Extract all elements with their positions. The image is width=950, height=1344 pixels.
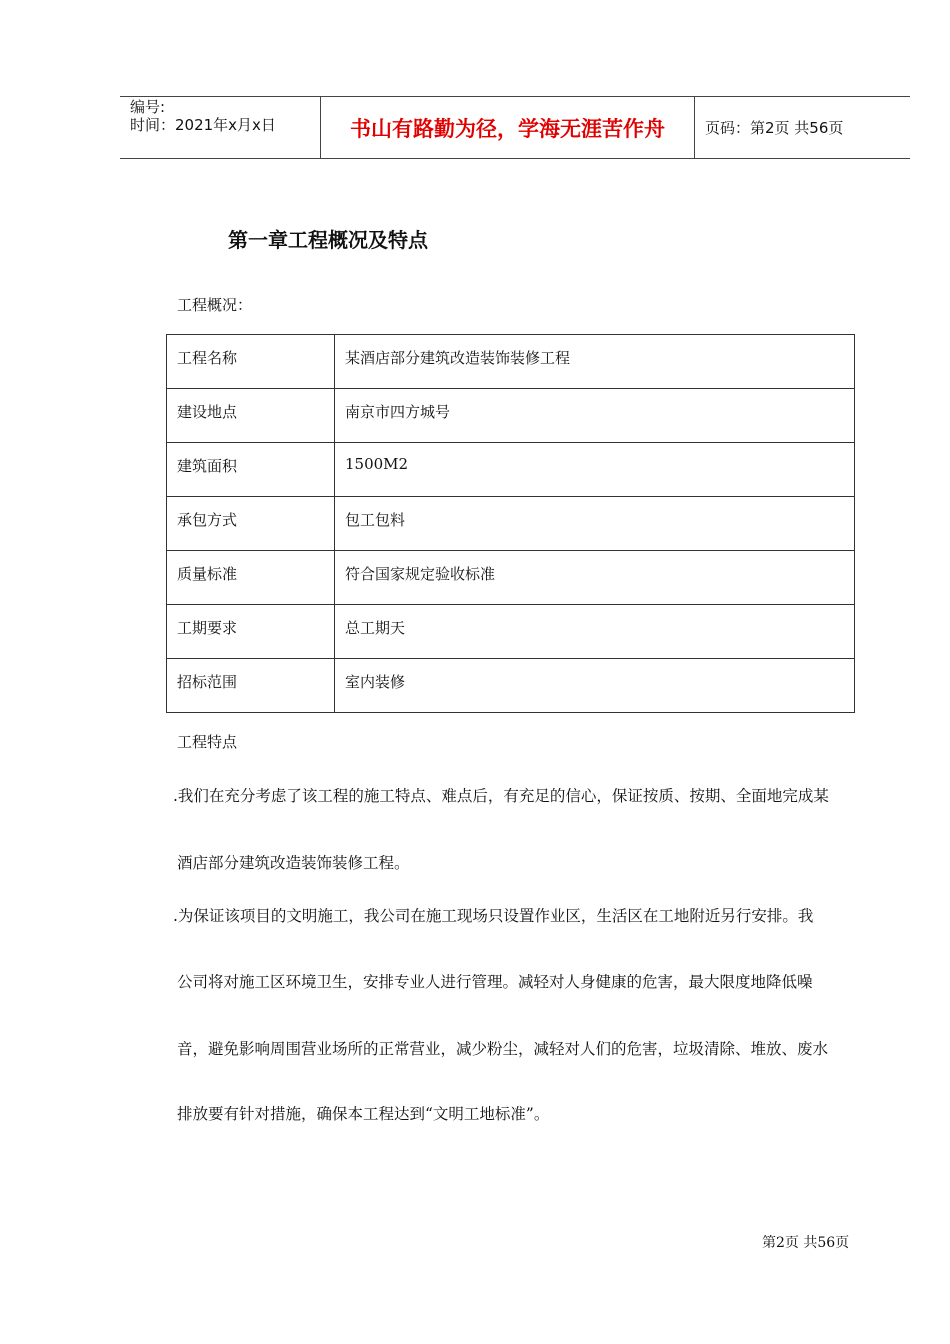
table-value: 某酒店部分建筑改造装饰装修工程 [335,335,855,389]
time-label: 时间：2021年x月x日 [130,116,276,134]
table-value: 包工包料 [335,497,855,551]
table-key: 承包方式 [167,497,335,551]
table-value: 符合国家规定验收标准 [335,551,855,605]
page-header [120,96,910,159]
footer-page-number: 第2页 共56页 [762,1235,850,1251]
paragraph-line: 排放要有针对措施，确保本工程达到“文明工地标准”。 [177,1105,550,1123]
table-row [167,659,855,713]
project-info-table [166,334,855,713]
overview-label: 工程概况： [177,296,253,314]
features-label: 工程特点 [177,733,238,751]
paragraph-line: 音，避免影响周围营业场所的正常营业，减少粉尘，减轻对人们的危害，垃圾清除、堆放、废水 [177,1040,829,1058]
table-row [167,389,855,443]
paragraph-line: .我们在充分考虑了该工程的施工特点、难点后，有充足的信心，保证按质、按期、全面地完成某 [173,787,829,805]
chapter-title: 第一章工程概况及特点 [228,228,428,252]
header-meta [120,97,321,158]
table-row [167,605,855,659]
paragraph-line: .为保证该项目的文明施工，我公司在施工现场只设置作业区，生活区在工地附近另行安排。我 [173,907,814,925]
table-row [167,497,855,551]
table-key: 招标范围 [167,659,335,713]
paragraph-line: 公司将对施工区环境卫生，安排专业人进行管理。减轻对人身健康的危害，最大限度地降低噪 [177,973,813,991]
table-row [167,551,855,605]
table-value: 总工期天 [335,605,855,659]
table-value: 南京市四方城号 [335,389,855,443]
table-row [167,443,855,497]
table-key: 质量标准 [167,551,335,605]
table-value: 1500M2 [335,443,855,497]
table-key: 建筑面积 [167,443,335,497]
header-motto: 书山有路勤为径，学海无涯苦作舟 [321,97,695,158]
paragraph-line: 酒店部分建筑改造装饰装修工程。 [177,854,410,872]
table-key: 工程名称 [167,335,335,389]
table-value: 室内装修 [335,659,855,713]
table-key: 建设地点 [167,389,335,443]
table-key: 工期要求 [167,605,335,659]
table-row [167,335,855,389]
number-label: 编号: [130,98,166,116]
header-page-info: 页码：第2页 共56页 [705,119,844,137]
